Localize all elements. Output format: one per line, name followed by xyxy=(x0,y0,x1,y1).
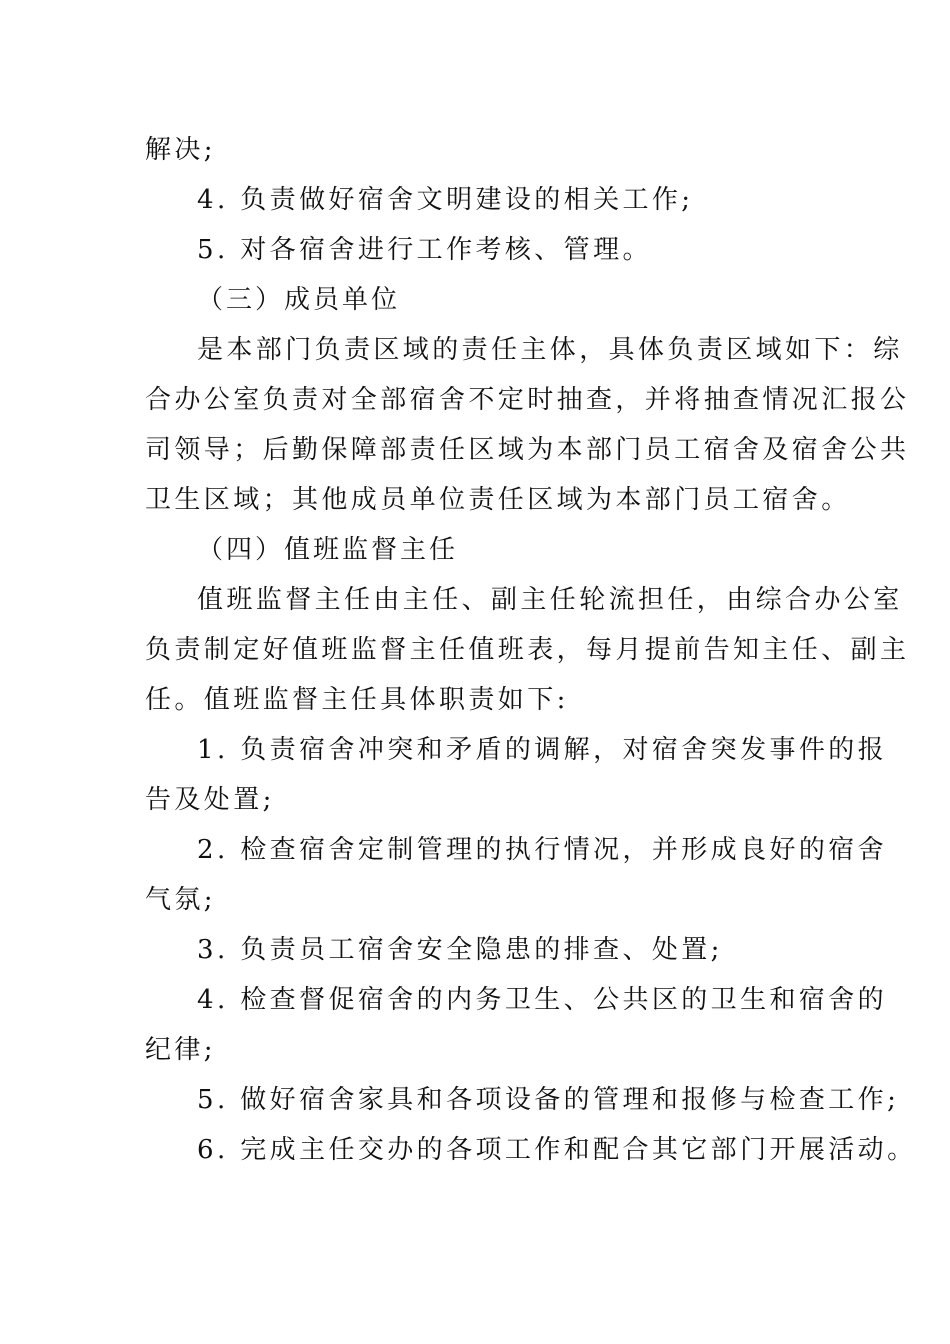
list-item: 2. 检查宿舍定制管理的执行情况，并形成良好的宿舍 xyxy=(197,835,888,865)
paragraph-line: 司领导；后勤保障部责任区域为本部门员工宿舍及宿舍公共 xyxy=(145,435,910,465)
paragraph-line: 卫生区域；其他成员单位责任区域为本部门员工宿舍。 xyxy=(145,485,851,515)
list-item-continuation: 告及处置; xyxy=(145,785,275,815)
text-line: 解决; xyxy=(145,135,216,165)
list-item: 6. 完成主任交办的各项工作和配合其它部门开展活动。 xyxy=(197,1135,917,1165)
list-item-continuation: 纪律; xyxy=(145,1035,216,1065)
list-item: 5. 做好宿舍家具和各项设备的管理和报修与检查工作; xyxy=(197,1085,900,1115)
paragraph-line: 合办公室负责对全部宿舍不定时抽查，并将抽查情况汇报公 xyxy=(145,385,910,415)
list-item: 4. 负责做好宿舍文明建设的相关工作; xyxy=(197,185,694,215)
paragraph-line: 值班监督主任由主任、副主任轮流担任，由综合办公室 xyxy=(197,585,903,615)
paragraph-line: 是本部门负责区域的责任主体，具体负责区域如下：综 xyxy=(197,335,903,365)
list-item: 5. 对各宿舍进行工作考核、管理。 xyxy=(197,235,652,265)
list-item: 3. 负责员工宿舍安全隐患的排查、处置; xyxy=(197,935,723,965)
list-item: 4. 检查督促宿舍的内务卫生、公共区的卫生和宿舍的 xyxy=(197,985,888,1015)
paragraph-line: 任。值班监督主任具体职责如下: xyxy=(145,685,569,715)
list-item-continuation: 气氛; xyxy=(145,885,216,915)
list-item: 1. 负责宿舍冲突和矛盾的调解，对宿舍突发事件的报 xyxy=(197,735,888,765)
paragraph-line: 负责制定好值班监督主任值班表，每月提前告知主任、副主 xyxy=(145,635,910,665)
section-heading: （三）成员单位 xyxy=(197,285,401,315)
section-heading: （四）值班监督主任 xyxy=(197,535,459,565)
